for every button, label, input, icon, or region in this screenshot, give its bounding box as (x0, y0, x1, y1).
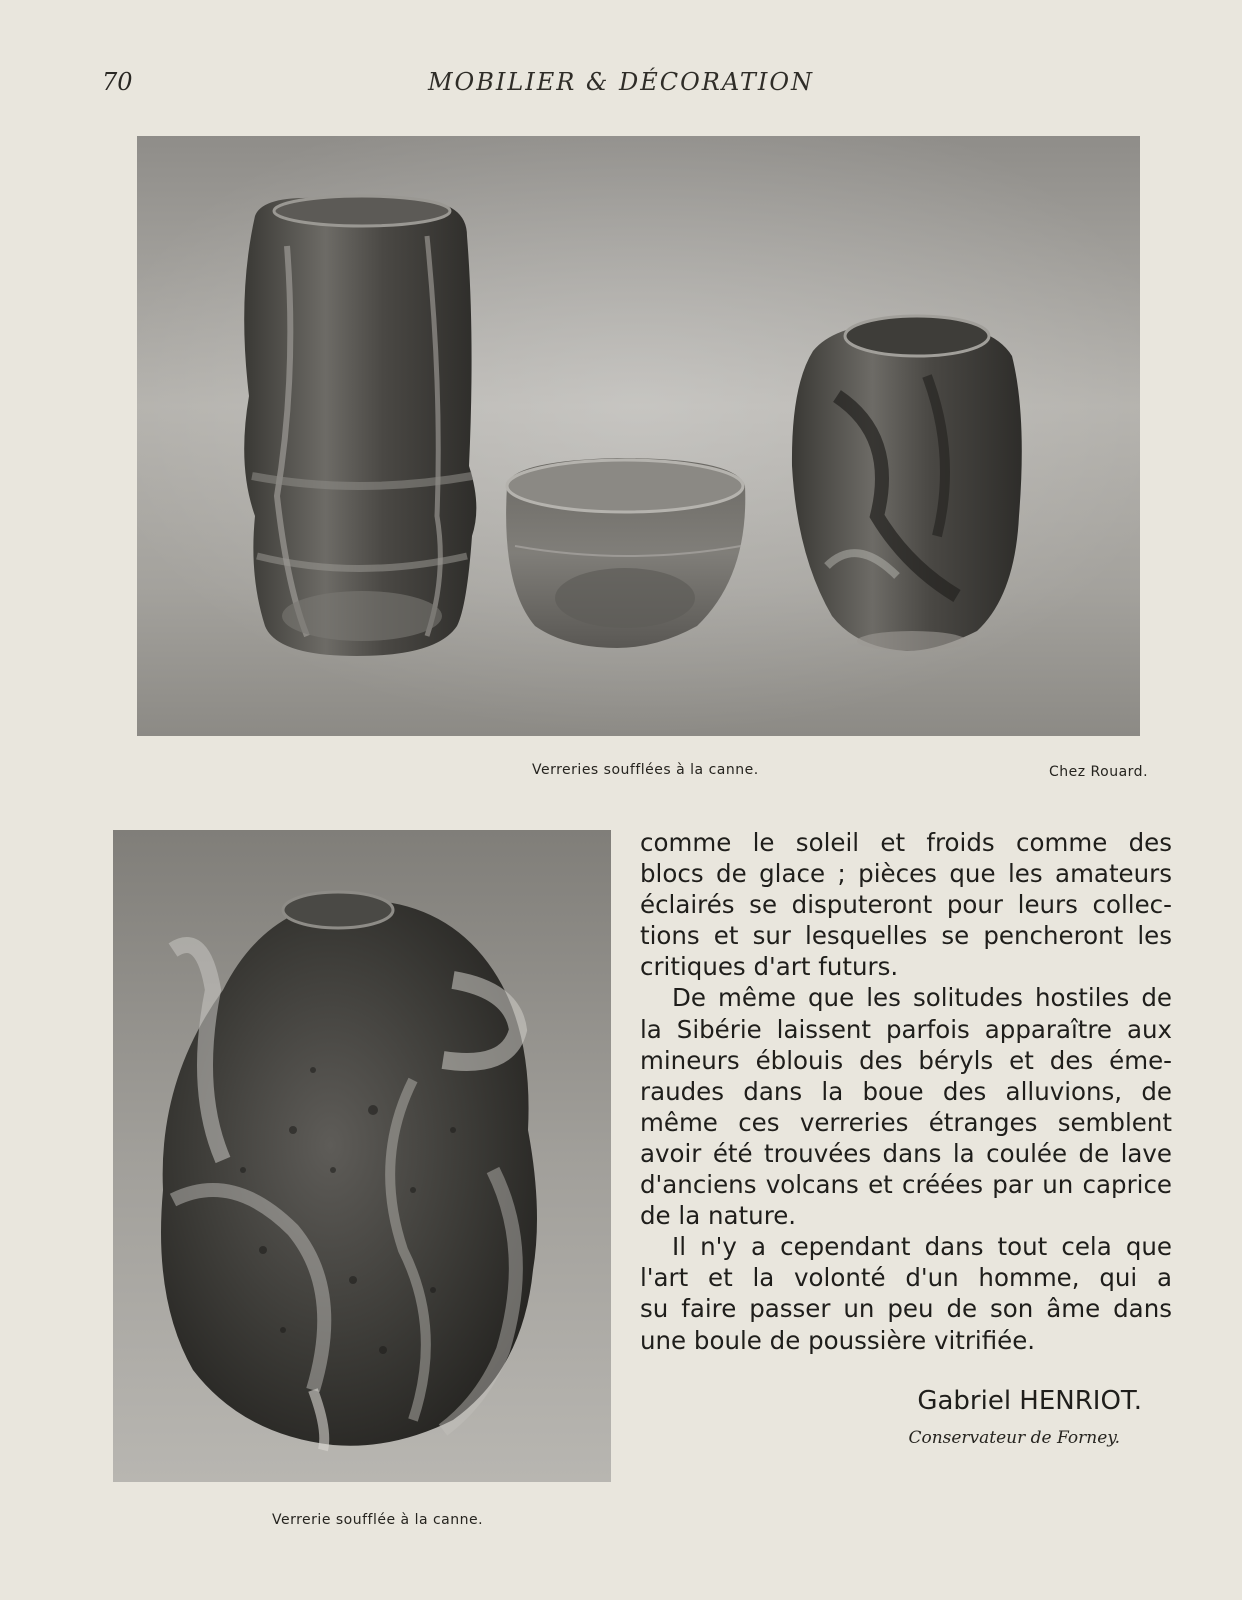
running-head: MOBILIER & DÉCORATION (427, 68, 815, 96)
author-title: Conservateur de Forney. (908, 1428, 1120, 1448)
caption-bottom: Verrerie soufflée à la canne. (272, 1512, 484, 1528)
text-line: su faire passer un peu de son âme dans (640, 1294, 1172, 1324)
text-line: mineurs éblouis des béryls et des éme- (640, 1045, 1172, 1075)
caption-top-right: Chez Rouard. (1049, 764, 1149, 780)
text-line: la Sibérie laissent parfois apparaître aux (640, 1014, 1172, 1044)
text-line: d'anciens volcans et créées par un caprice (640, 1170, 1172, 1200)
text-line: même ces verreries étranges semblent (640, 1107, 1172, 1137)
text-line: Il n'y a cependant dans tout cela que (672, 1232, 1172, 1262)
text-line: avoir été trouvées dans la coulée de lave (640, 1138, 1172, 1168)
text-line: éclairés se disputeront pour leurs collec- (640, 890, 1172, 920)
author-signature: Gabriel HENRIOT. (917, 1386, 1142, 1416)
article-text (640, 827, 1172, 1356)
single-vase-photo-graphic (113, 830, 611, 1482)
text-line: comme le soleil et froids comme des (640, 828, 1172, 857)
text-line: critiques d'art futurs. (640, 952, 899, 982)
text-line: l'art et la volonté d'un homme, qui a (640, 1263, 1172, 1293)
text-line: De même que les solitudes hostiles de (672, 983, 1172, 1013)
photo-single-glass-vase (113, 830, 611, 1482)
text-line: de la nature. (640, 1201, 797, 1231)
page-number: 70 (102, 68, 133, 96)
photo-three-glass-vessels (137, 136, 1140, 736)
text-line: une boule de poussière vitrifiée. (640, 1325, 1036, 1355)
text-line: raudes dans la boue des alluvions, de (640, 1076, 1172, 1106)
text-line: tions et sur lesquelles se pencheront les (640, 921, 1172, 951)
text-line: blocs de glace ; pièces que les amateurs (640, 859, 1172, 889)
caption-top-left: Verreries soufflées à la canne. (532, 762, 759, 778)
vases-photo-graphic (137, 136, 1140, 736)
